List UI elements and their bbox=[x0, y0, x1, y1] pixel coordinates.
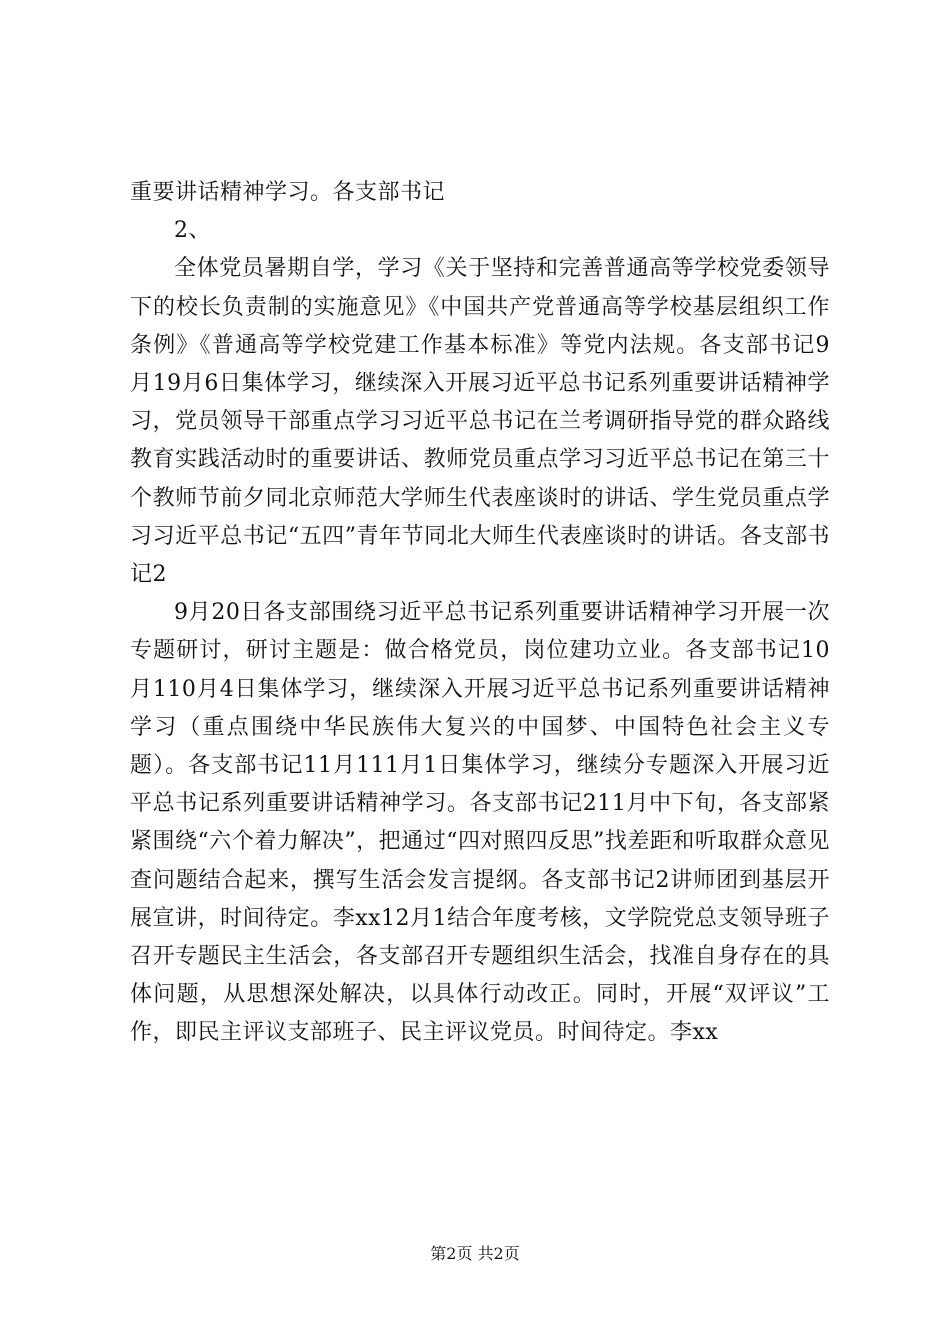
paragraph-4: 9月20日各支部围绕习近平总书记系列重要讲话精神学习开展一次专题研讨，研讨主题是：做合格党员，岗位建功立业。各支部书记10月110月4日集体学习，继续深入开展习近平总书记系列重要讲话精神学习（重点围绕中华民族伟大复兴的中国梦、中国特色社会主义专题）。各支部书记11月111月1日集体学习，继续分专题深入开展习近平总书记系列重要讲话精神学习。各支部书记211月中下旬，各支部紧紧围绕“六个着力解决”，把通过“四对照四反思”找差距和听取群众意见查问题结合起来，撰写生活会发言提纲。各支部书记2讲师团到基层开展宣讲，时间待定。李xx12月1结合年度考核，文学院党总支领导班子召开专题民主生活会，各支部召开专题组织生活会，找准自身存在的具体问题，从思想深处解决，以具体行动改正。同时，开展“双评议”工作，即民主评议支部班子、民主评议党员。时间待定。李xx bbox=[130, 600, 830, 1046]
document-body bbox=[130, 174, 830, 1053]
paragraph-2: 2、 bbox=[174, 218, 211, 244]
paragraph-1: 重要讲话精神学习。各支部书记 bbox=[130, 180, 446, 205]
paragraph-3: 全体党员暑期自学，学习《关于坚持和完善普通高等学校党委领导下的校长负责制的实施意见》《中国共产党普通高等学校基层组织工作条例》《普通高等学校党建工作基本标准》等党内法规。各支部书记9月19月6日集体学习，继续深入开展习近平总书记系列重要讲话精神学习，党员领导干部重点学习习近平总书记在兰考调研指导党的群众路线教育实践活动时的重要讲话、教师党员重点学习习近平总书记在第三十个教师节前夕同北京师范大学师生代表座谈时的讲话、学生党员重点学习习近平总书记“五四”青年节同北大师生代表座谈时的讲话。各支部书记2 bbox=[130, 256, 830, 588]
page-footer: 第2页 共2页 bbox=[430, 1244, 520, 1263]
